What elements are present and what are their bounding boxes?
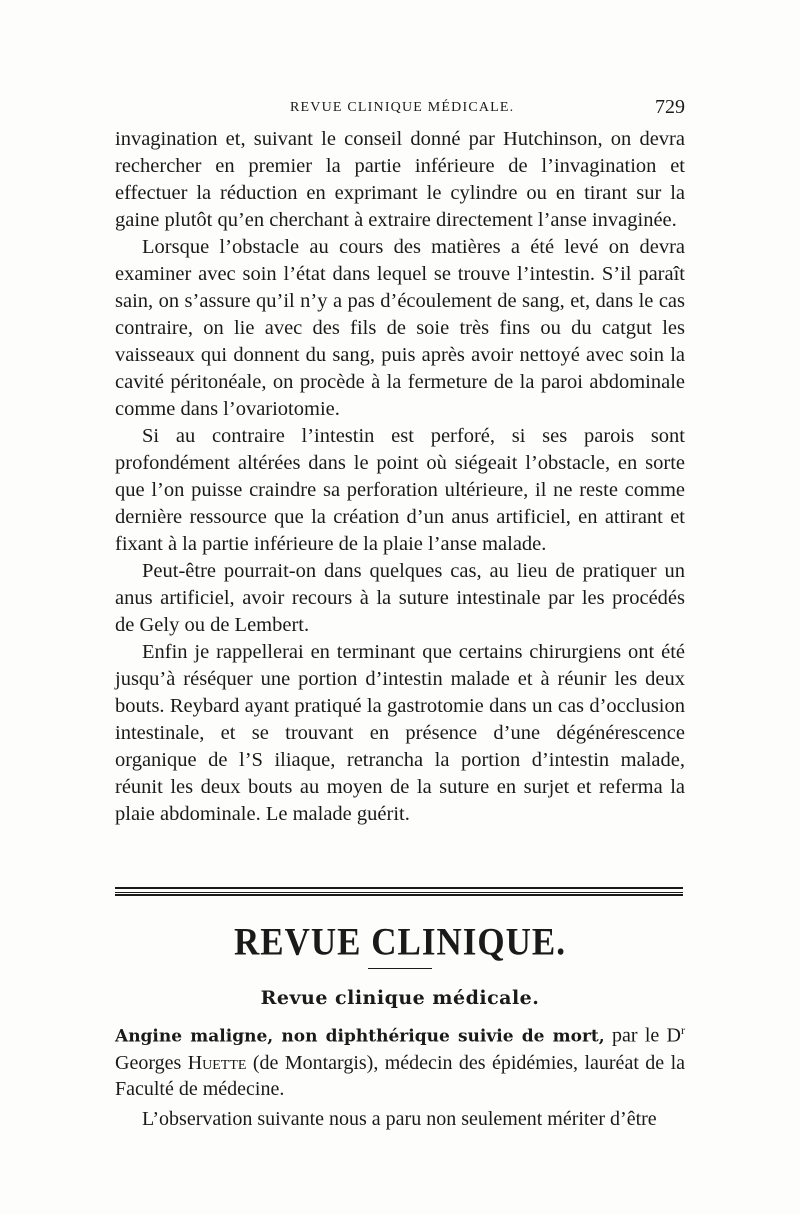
section-title: REVUE CLINIQUE.	[234, 919, 566, 964]
article-heading	[115, 1017, 685, 1102]
paragraph-resection: Enfin je rappellerai en terminant que certains chirurgiens ont été jusqu’à réséquer une portion d’intestin malade et à réunir les deux bouts. Reybard ayant pratiqué la gastrotomie dans un cas d’occlusion intestinale, et se trouvant en présence d’une dégénérescence organique de l’S iliaque, retrancha la portion d’intestin malade, réunit les deux bouts au moyen de la suture en surjet et referma la plaie abdominale. Le malade guérit.	[115, 641, 685, 825]
article-title: Angine maligne, non diphthérique suivie de mort,	[115, 1026, 605, 1047]
running-title: REVUE CLINIQUE MÉDICALE.	[290, 100, 515, 115]
article-lead: L’observation suivante nous a paru non seulement mériter d’être	[142, 1107, 657, 1130]
page-number: 729	[655, 96, 685, 118]
paragraph-suture: Peut-être pourrait-on dans quelques cas, au lieu de pratiquer un anus artificiel, avoir recours à la suture intestinale par les procédés de Gely ou de Lembert.	[115, 560, 685, 636]
subsection-title: Revue clinique médicale.	[260, 987, 540, 1009]
running-head	[115, 96, 685, 120]
double-rule-lower	[115, 894, 683, 896]
byline-prefix: par le D	[604, 1024, 681, 1047]
byline-sup: r	[681, 1023, 685, 1037]
body-text	[115, 126, 685, 828]
author-last: Huette	[187, 1051, 247, 1074]
paragraph-invagination: invagination et, suivant le conseil donné par Hutchinson, on devra rechercher en premier la partie inférieure de l’invagination et effectuer la réduction en exprimant le cylindre ou en tirant sur la gaine plutôt qu’en cherchant à extraire directement l’anse invaginée.	[115, 128, 685, 231]
paragraph-obstacle: Lorsque l’obstacle au cours des matières a été levé on devra examiner avec soin l’état dans lequel se trouve l’intestin. S’il paraît sain, on s’assure qu’il n’y a pas d’écoulement de sang, et, dans le cas contraire, on lie avec des fils de soie très fins ou du catgut les vaisseaux qui donnent du sang, puis après avoir nettoyé avec soin la cavité péritonéale, on procède à la fermeture de la paroi abdominale comme dans l’ovariotomie.	[115, 236, 685, 420]
article	[115, 1017, 685, 1132]
paragraph-perforation: Si au contraire l’intestin est perforé, si ses parois sont profondément altérées dans le point où siégeait l’obstacle, en sorte que l’on puisse craindre sa perforation ultérieure, il ne reste comme dernière ressource que la création d’un anus artificiel, en attirant et fixant à la partie inférieure de la plaie l’anse malade.	[115, 425, 685, 555]
author-rest: (de Montargis), médecin des épidémies, lauréat de la Faculté de médecine.	[115, 1051, 686, 1100]
author-first: Georges	[115, 1051, 188, 1074]
section-divider	[368, 968, 432, 969]
double-rule	[115, 887, 683, 893]
